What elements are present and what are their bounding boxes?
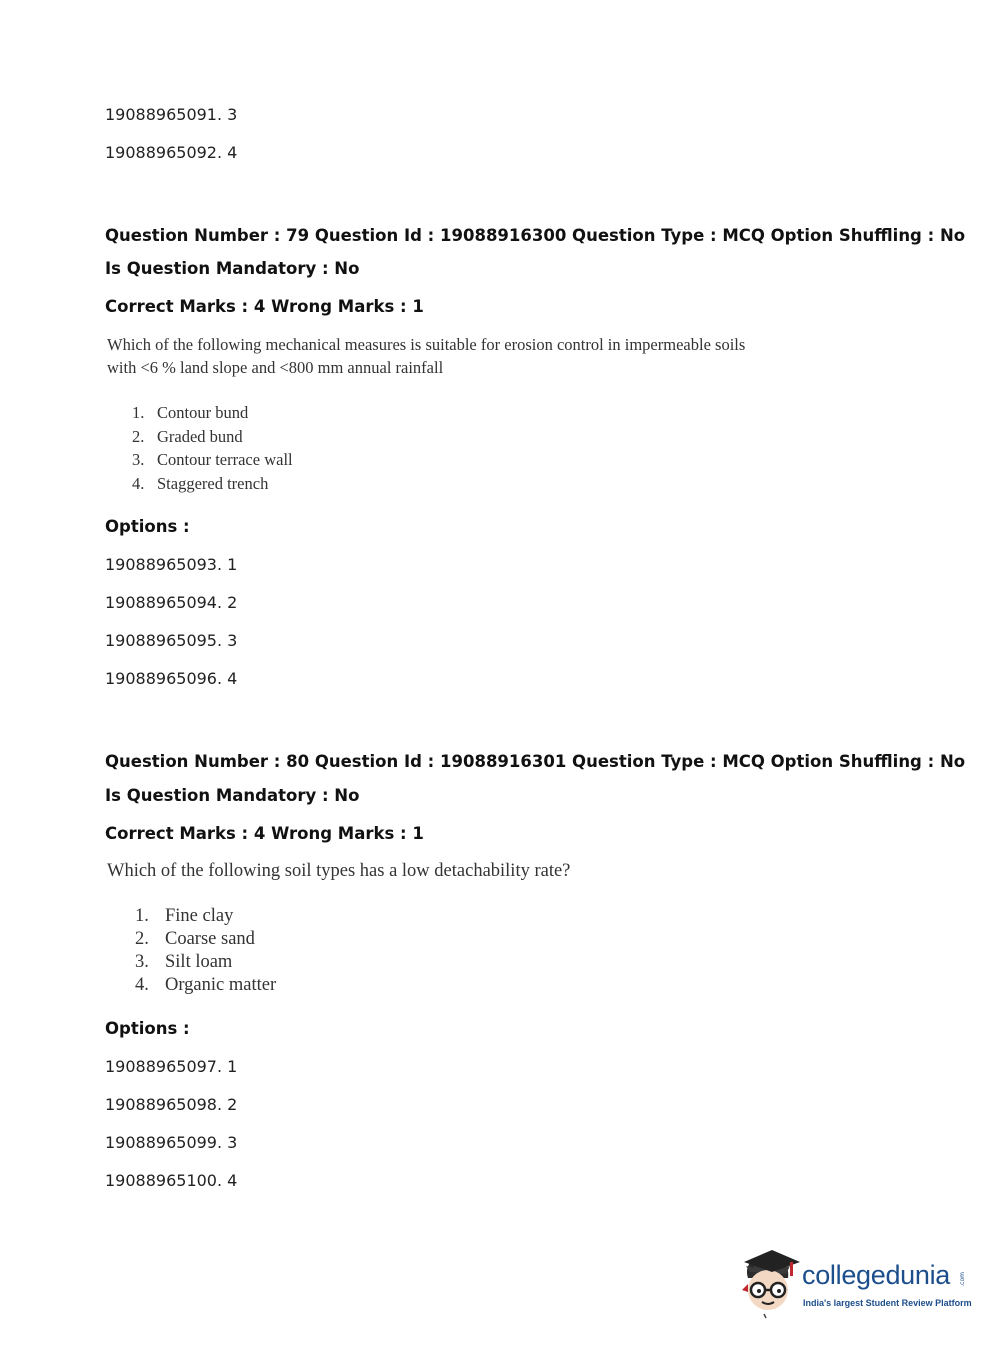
choice-text: Fine clay <box>165 906 234 926</box>
mascot-graduate-icon <box>738 1244 802 1322</box>
logo-domain-suffix: .com <box>959 1272 966 1287</box>
choice-item <box>135 928 276 951</box>
choice-text: Staggered trench <box>157 473 269 493</box>
choice-text: Graded bund <box>157 426 243 446</box>
q79-marks: Correct Marks : 4 Wrong Marks : 1 <box>105 297 424 316</box>
q80-header: Question Number : 80 Question Id : 19088916301 Question Type : MCQ Option Shuffling : No <box>105 752 966 771</box>
choice-number: 3. <box>135 952 149 972</box>
choice-number: 4. <box>135 975 149 995</box>
option-line: 19088965094. 2 <box>105 593 238 612</box>
collegedunia-logo <box>738 1244 978 1324</box>
q79-options-label: Options : <box>105 517 190 536</box>
choice-number: 4. <box>132 473 145 493</box>
option-line: 19088965100. 4 <box>105 1171 238 1190</box>
choice-item <box>132 472 293 496</box>
q79-question-text: Which of the following mechanical measures is suitable for erosion control in impermeable soils with <6 % land slope and <800 mm annual rainfall <box>107 335 746 377</box>
choice-item <box>132 448 293 472</box>
choice-item <box>135 951 276 974</box>
choice-text: Silt loam <box>165 952 233 972</box>
choice-number: 1. <box>132 403 145 422</box>
logo-wordmark: collegedunia <box>802 1260 951 1290</box>
q80-choice-list <box>135 905 276 997</box>
choice-text: Contour bund <box>157 403 249 422</box>
q80-question-text: Which of the following soil types has a low detachability rate? <box>107 861 571 881</box>
option-line: 19088965096. 4 <box>105 669 238 688</box>
choice-number: 1. <box>135 906 149 926</box>
choice-text: Organic matter <box>165 975 277 995</box>
choice-number: 2. <box>132 426 145 446</box>
choice-number: 2. <box>135 929 149 949</box>
q80-mandatory: Is Question Mandatory : No <box>105 786 360 805</box>
choice-item <box>132 425 293 449</box>
option-line: 19088965093. 1 <box>105 555 238 574</box>
q79-choice-list <box>132 401 293 495</box>
choice-number: 3. <box>132 450 145 469</box>
q80-marks: Correct Marks : 4 Wrong Marks : 1 <box>105 824 424 843</box>
q80-options-label: Options : <box>105 1019 190 1038</box>
option-line: 19088965099. 3 <box>105 1133 238 1152</box>
option-line: 19088965092. 4 <box>105 143 238 162</box>
q79-mandatory: Is Question Mandatory : No <box>105 259 360 278</box>
option-line: 19088965091. 3 <box>105 105 238 124</box>
q79-header: Question Number : 79 Question Id : 19088916300 Question Type : MCQ Option Shuffling : No <box>105 226 966 245</box>
choice-item <box>135 974 276 997</box>
choice-text: Contour terrace wall <box>157 450 293 469</box>
choice-item <box>135 905 276 928</box>
choice-item <box>132 401 293 425</box>
option-line: 19088965095. 3 <box>105 631 238 650</box>
option-line: 19088965097. 1 <box>105 1057 238 1076</box>
choice-text: Coarse sand <box>165 929 255 949</box>
logo-tagline: India's largest Student Review Platform <box>803 1298 972 1308</box>
option-line: 19088965098. 2 <box>105 1095 238 1114</box>
